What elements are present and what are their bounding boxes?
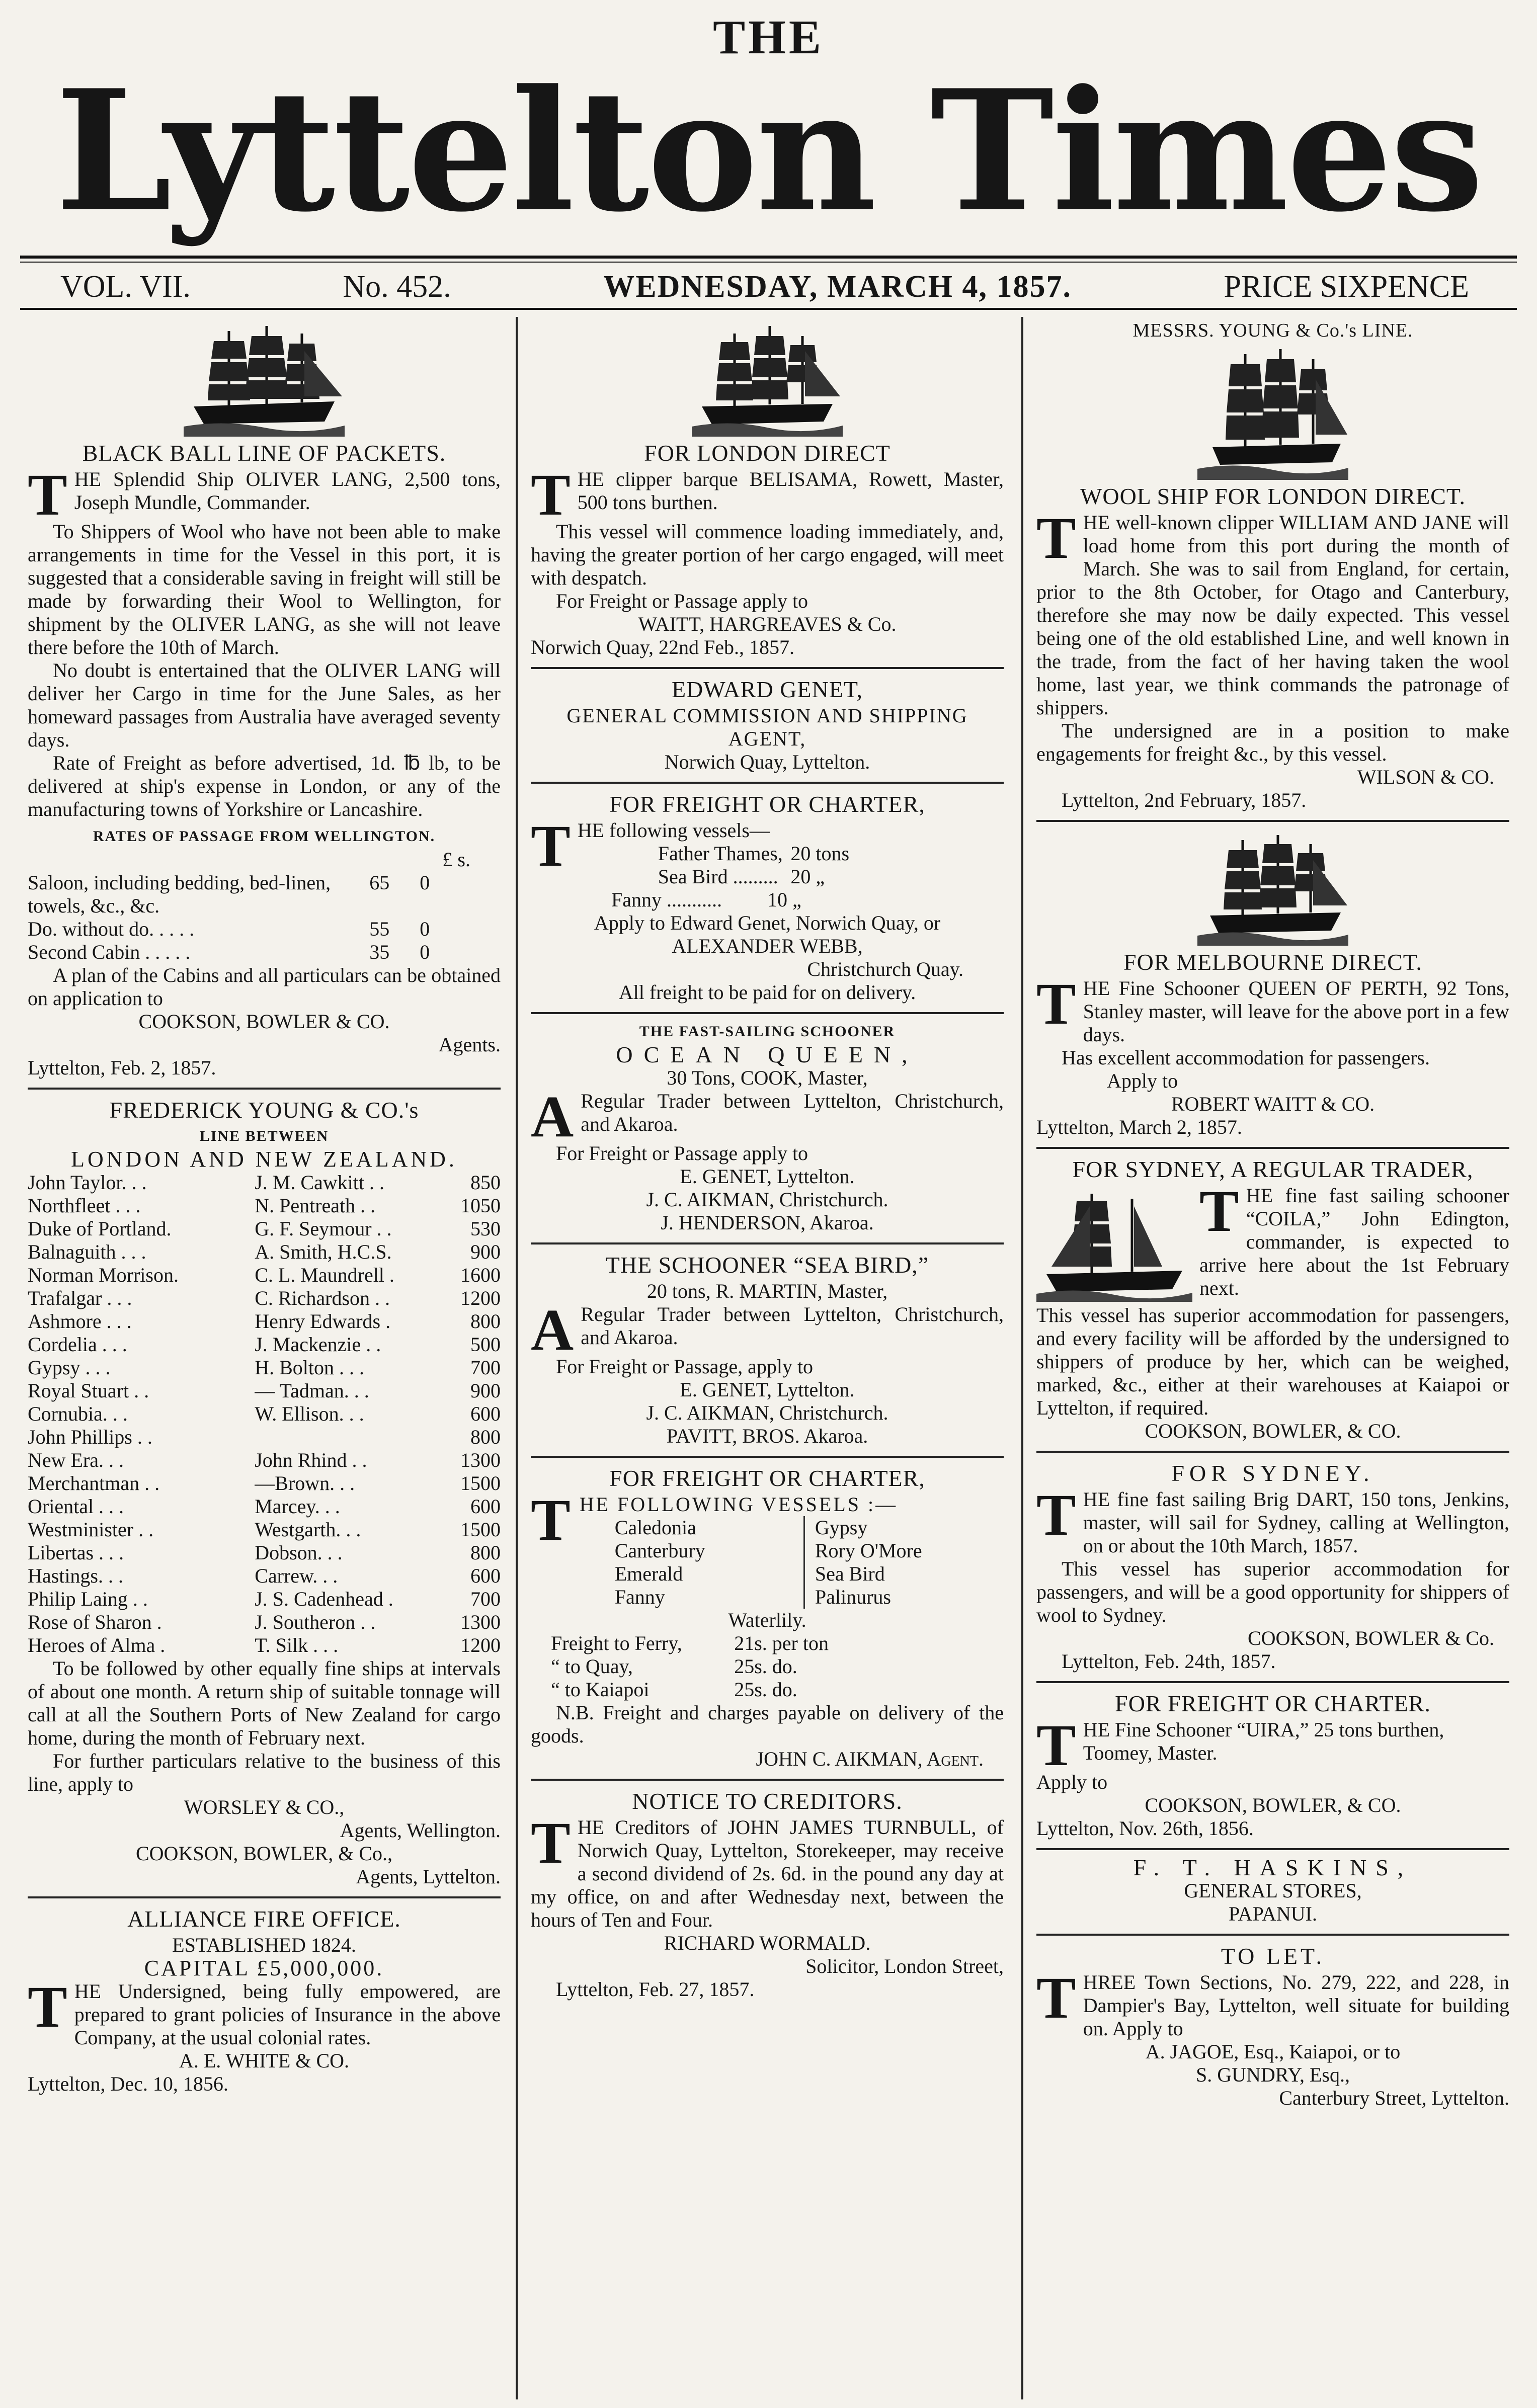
dateline: [60, 267, 1469, 307]
ad-heading: FOR FREIGHT OR CHARTER,: [609, 791, 925, 817]
ship-row: Cornubia. . . W. Ellison. . . 600: [28, 1402, 501, 1425]
column-3: [1036, 317, 1509, 2399]
ad-divider: [531, 667, 1004, 669]
ship-illustration-icon: [1197, 344, 1348, 480]
ad-heading: EDWARD GENET,: [671, 677, 863, 702]
established: ESTABLISHED 1824.: [172, 1934, 356, 1956]
ad-text: HE Undersigned, being fully empowered, are prepared to grant policies of Insurance in the above Company, at the usual colonial rates.: [74, 1980, 501, 2049]
ad-subheading: 30 Tons, COOK, Master,: [667, 1066, 868, 1089]
ad-address: Christchurch Quay.: [807, 958, 963, 980]
ad-text: For Freight or Passage apply to: [556, 590, 808, 612]
ad-frederick-young-line: [28, 1094, 501, 1892]
ad-text: All freight to be paid for on delivery.: [618, 981, 916, 1004]
rates-heading: RATES OF PASSAGE FROM WELLINGTON.: [93, 828, 436, 845]
ad-text: HE fine fast sailing Brig DART, 150 tons, Jenkins, master, will sail for Sydney, calling at Wellington, on or about the 10th March, 1857.: [1083, 1488, 1509, 1557]
ship-row: Gypsy . . . H. Bolton . . . 700: [28, 1356, 501, 1379]
drop-cap: T: [28, 462, 67, 528]
fare-row: “ to Quay, 25s. do.: [551, 1655, 797, 1678]
fare-row: “ to Kaiapoi 25s. do.: [551, 1678, 797, 1701]
ad-divider: [531, 782, 1004, 784]
vessel-name: Palinurus: [815, 1586, 891, 1608]
ad-subheading: GENERAL COMMISSION AND SHIPPING AGENT,: [567, 704, 968, 750]
ad-heading: WOOL SHIP FOR LONDON DIRECT.: [1080, 483, 1466, 509]
ad-wool-ship: [1036, 317, 1509, 816]
drop-cap: T: [1036, 505, 1076, 571]
ship-row: Heroes of Alma . T. Silk . . . 1200: [28, 1634, 501, 1656]
drop-cap: T: [1036, 1482, 1076, 1548]
ship-row: Northfleet . . . N. Pentreath . . 1050: [28, 1194, 501, 1217]
issue-number: No. 452.: [343, 269, 451, 304]
drop-cap: T: [531, 813, 571, 879]
ad-heading: FOR LONDON DIRECT: [644, 440, 891, 466]
ad-heading: FOR FREIGHT OR CHARTER.: [1115, 1691, 1431, 1716]
agent-name: WAITT, HARGREAVES & Co.: [638, 613, 897, 635]
ad-date: Lyttelton, 2nd February, 1857.: [1062, 789, 1307, 811]
schooner-illustration-icon: [1036, 1186, 1192, 1302]
ad-text: Apply to: [1036, 1771, 1108, 1793]
agent-name: COOKSON, BOWLER, & CO.: [1145, 1420, 1401, 1442]
newspaper-title: Lyttelton Times: [55, 53, 1482, 248]
ad-heading: FREDERICK YOUNG & CO.'s: [109, 1097, 419, 1123]
ship-illustration-icon: [692, 321, 843, 437]
ad-for-sydney: [1036, 1457, 1509, 1677]
drop-cap: T: [1199, 1178, 1239, 1244]
ad-text: This vessel will commence loading immediately, and, having the greater portion of her cargo engaged, will meet with despatch.: [531, 520, 1004, 589]
vessel-name: Rory O'More: [815, 1539, 922, 1562]
ad-divider: [1036, 1147, 1509, 1149]
agent-role: Agents.: [438, 1033, 501, 1056]
ad-text: N.B. Freight and charges payable on delivery of the goods.: [531, 1701, 1004, 1747]
ad-date: Lyttelton, Dec. 10, 1856.: [28, 2072, 228, 2095]
ad-subheading: LINE BETWEEN: [199, 1128, 329, 1144]
drop-cap: T: [531, 462, 571, 528]
ship-row: Cordelia . . . J. Mackenzie . . 500: [28, 1333, 501, 1356]
ad-sea-bird: [531, 1249, 1004, 1452]
agent-name: E. GENET, Lyttelton.: [680, 1165, 855, 1188]
agent-name: COOKSON, BOWLER & CO.: [138, 1010, 390, 1033]
ad-text: HE FOLLOWING VESSELS :—: [579, 1493, 898, 1516]
ad-alliance-fire-office: [28, 1902, 501, 2100]
agent-name: WILSON & CO.: [1357, 766, 1494, 788]
column-2: [531, 317, 1004, 2399]
ad-divider: [1036, 820, 1509, 822]
ad-address: Canterbury Street, Lyttelton.: [1279, 2087, 1509, 2109]
ad-text: HREE Town Sections, No. 279, 222, and 228, in Dampier's Bay, Lyttelton, well situate for building on. Apply to: [1083, 1971, 1509, 2040]
agent-name: PAVITT, BROS. Akaroa.: [666, 1425, 868, 1447]
ship-row: Balnaguith . . . A. Smith, H.C.S. 900: [28, 1240, 501, 1263]
ship-row: Oriental . . . Marcey. . . 600: [28, 1495, 501, 1518]
ad-text: For Freight or Passage, apply to: [556, 1355, 814, 1378]
ship-row: Norman Morrison. C. L. Maundrell . 1600: [28, 1264, 501, 1286]
ad-text: Has excellent accommodation for passengers.: [1062, 1046, 1430, 1069]
vessel-row: Father Thames, 20 tons: [658, 842, 850, 865]
ad-divider: [28, 1896, 501, 1898]
agent-name: J. C. AIKMAN, Christchurch.: [646, 1188, 888, 1211]
ad-date: Norwich Quay, 22nd Feb., 1857.: [531, 636, 795, 658]
masthead: [0, 0, 1537, 262]
ship-row: Trafalgar . . . C. Richardson . . 1200: [28, 1287, 501, 1309]
agent-name: JOHN C. AIKMAN, Agent.: [756, 1748, 984, 1770]
ad-text: Rate of Freight as before advertised, 1d. ℔ lb, to be delivered at ship's expense in London, or any of the manufacturing towns of Yorkshire or Lancashire.: [28, 752, 501, 820]
ad-divider: [531, 1242, 1004, 1244]
ship-row: John Taylor. . . J. M. Cawkitt . . 850: [28, 1171, 501, 1194]
ad-sydney-regular-trader: [1036, 1153, 1509, 1447]
ad-heading: OCEAN QUEEN,: [616, 1042, 919, 1067]
ad-text: For Freight or Passage apply to: [556, 1142, 808, 1165]
agent-name: WORSLEY & CO.,: [184, 1796, 345, 1818]
vessel-name: Sea Bird: [815, 1562, 885, 1585]
agent-role: Agents, Wellington.: [340, 1819, 501, 1842]
drop-cap: T: [1036, 971, 1076, 1037]
masthead-rule-thin: [20, 262, 1517, 263]
ad-freight-or-charter-2: [531, 1462, 1004, 1775]
drop-cap: T: [28, 1974, 67, 2040]
ad-date: Lyttelton, March 2, 1857.: [1036, 1116, 1242, 1138]
issue-date: WEDNESDAY, MARCH 4, 1857.: [603, 269, 1072, 304]
ship-row: Duke of Portland. G. F. Seymour . . 530: [28, 1217, 501, 1240]
ship-row: Merchantman . . —Brown. . . 1500: [28, 1472, 501, 1494]
agent-role: Agents, Lyttelton.: [356, 1865, 501, 1888]
rate-row: Second Cabin . . . . . 35 0: [28, 941, 430, 963]
ship-row: Libertas . . . Dobson. . . 800: [28, 1541, 501, 1564]
ad-text: HE Fine Schooner “UIRA,” 25 tons burthen, Toomey, Master.: [1083, 1718, 1444, 1764]
ship-row: Hastings. . . Carrew. . . 600: [28, 1564, 501, 1587]
ad-notice-to-creditors: [531, 1785, 1004, 2005]
ad-date: Lyttelton, Feb. 24th, 1857.: [1062, 1650, 1276, 1673]
ad-address: PAPANUI.: [1228, 1902, 1317, 1925]
agent-name: COOKSON, BOWLER, & Co.,: [135, 1842, 393, 1865]
ad-text: HE Fine Schooner QUEEN OF PERTH, 92 Tons, Stanley master, will leave for the above port in a few days.: [1083, 977, 1509, 1046]
ad-heading: FOR MELBOURNE DIRECT.: [1123, 949, 1422, 975]
ad-london-direct: [531, 317, 1004, 663]
drop-cap: T: [1036, 1712, 1076, 1778]
ad-ocean-queen: [531, 1018, 1004, 1238]
ad-text: A plan of the Cabins and all particulars can be obtained on application to: [28, 964, 501, 1010]
vessel-name: Emerald: [614, 1562, 683, 1585]
signatory-role: Solicitor, London Street,: [805, 1955, 1004, 1977]
agent-name: COOKSON, BOWLER & Co.: [1247, 1627, 1494, 1649]
vessel-name: Fanny: [614, 1586, 665, 1608]
vessel-list: [580, 1516, 1004, 1609]
ad-text: Apply to: [1107, 1069, 1178, 1092]
ad-date: Lyttelton, Feb. 2, 1857.: [28, 1056, 216, 1079]
ship-row: New Era. . . John Rhind . . 1300: [28, 1449, 501, 1471]
agent-name: COOKSON, BOWLER, & CO.: [1145, 1794, 1401, 1816]
ad-text: HE clipper barque BELISAMA, Rowett, Master, 500 tons burthen.: [577, 468, 1004, 514]
price: PRICE SIXPENCE: [1224, 269, 1469, 304]
ad-text: For further particulars relative to the business of this line, apply to: [28, 1750, 501, 1795]
ad-text: This vessel has superior accommodation for passengers, and will be a good opportunity for shippers of wool to Sydney.: [1036, 1557, 1509, 1626]
ad-to-let: [1036, 1940, 1509, 2114]
ad-text: HE Splendid Ship OLIVER LANG, 2,500 tons, Joseph Mundle, Commander.: [74, 468, 501, 514]
vessel-name: Gypsy: [815, 1516, 868, 1539]
ad-freight-or-charter-1: [531, 788, 1004, 1008]
masthead-rule-top: [20, 256, 1517, 259]
ad-melbourne-direct: [1036, 826, 1509, 1143]
ad-edward-genet: [531, 673, 1004, 778]
signatory: RICHARD WORMALD.: [664, 1932, 871, 1954]
agent-name: A. E. WHITE & CO.: [179, 2049, 350, 2072]
column-divider-2: [1021, 317, 1023, 2399]
ad-uira: [1036, 1687, 1509, 1844]
ad-text: HE well-known clipper WILLIAM AND JANE will load home from this port during the month of March. She was to sail from England, for certain, prior to the 8th October, for Otago and Canterbury, therefore she may now be daily expected. This vessel being one of the old established Line, and well known in the trade, from the fact of her having taken the wool home, last year, we think commands the patronage of shippers.: [1036, 511, 1509, 719]
ship-row: Rose of Sharon . J. Southeron . . 1300: [28, 1611, 501, 1633]
column-divider-1: [516, 317, 518, 2399]
ad-heading: FOR SYDNEY.: [1171, 1460, 1374, 1486]
ad-text: Regular Trader between Lyttelton, Christchurch, and Akaroa.: [581, 1090, 1004, 1135]
vessel-name: Waterlily.: [728, 1609, 806, 1631]
masthead-the: THE: [713, 10, 824, 64]
ad-text: HE following vessels—: [577, 819, 770, 842]
ad-heading: TO LET.: [1221, 1943, 1325, 1969]
ad-text: The undersigned are in a position to make engagements for freight &c., by this vessel.: [1036, 719, 1509, 765]
drop-cap: T: [531, 1487, 573, 1553]
vessel-name: Canterbury: [614, 1539, 705, 1562]
ad-text: This vessel has superior accommodation for passengers, and every facility will be afforded by the undersigned to shippers of produce by her, which can be weighed, marked, &c., either at their warehouses at Kaiapoi or Lyttelton, if required.: [1036, 1304, 1509, 1419]
ad-date: Lyttelton, Feb. 27, 1857.: [556, 1978, 755, 2001]
ad-divider: [1036, 1934, 1509, 1936]
route-heading: LONDON AND NEW ZEALAND.: [71, 1147, 457, 1172]
capital: CAPITAL £5,000,000.: [144, 1956, 384, 1980]
rate-row: Saloon, including bedding, bed-linen, towels, &c., &c. 65 0: [28, 871, 430, 917]
ad-kicker: THE FAST-SAILING SCHOONER: [639, 1023, 896, 1040]
ad-haskins: [1036, 1854, 1509, 1930]
ad-divider: [531, 1779, 1004, 1781]
ad-heading: F. T. HASKINS,: [1133, 1855, 1413, 1880]
ship-row: John Phillips . . 800: [28, 1426, 501, 1448]
agent-name: ALEXANDER WEBB,: [672, 935, 863, 957]
ship-illustration-icon: [184, 321, 345, 437]
ad-black-ball-line: [28, 317, 501, 1084]
agent-name: A. JAGOE, Esq., Kaiapoi, or to: [1145, 2040, 1401, 2063]
ad-kicker: MESSRS. YOUNG & Co.'s LINE.: [1132, 320, 1413, 341]
ad-divider: [1036, 1451, 1509, 1453]
agent-name: ROBERT WAITT & CO.: [1171, 1093, 1375, 1115]
ad-text: HE fine fast sailing schooner “COILA,” John Edington, commander, is expected to arrive here about the 1st February next.: [1199, 1184, 1509, 1299]
ad-divider: [1036, 1681, 1509, 1683]
ship-row: Royal Stuart . . — Tadman. . . 900: [28, 1379, 501, 1402]
ad-heading: FOR FREIGHT OR CHARTER,: [609, 1465, 925, 1491]
rate-row: Do. without do. . . . . 55 0: [28, 918, 430, 940]
ad-heading: FOR SYDNEY, A REGULAR TRADER,: [1072, 1156, 1474, 1182]
ad-text: No doubt is entertained that the OLIVER LANG will deliver her Cargo in time for the June Sales, as her homeward passages from Australia have averaged seventy days.: [28, 659, 501, 751]
ad-divider: [531, 1456, 1004, 1458]
ad-subheading: GENERAL STORES,: [1184, 1879, 1362, 1902]
vessel-name: Caledonia: [614, 1516, 696, 1539]
ad-divider: [28, 1088, 501, 1090]
drop-cap: T: [1036, 1965, 1076, 2031]
agent-name: J. HENDERSON, Akaroa.: [661, 1211, 874, 1234]
agent-name: S. GUNDRY, Esq.,: [1196, 2063, 1350, 2086]
ad-text: HE Creditors of JOHN JAMES TURNBULL, of Norwich Quay, Lyttelton, Storekeeper, may receive a second dividend of 2s. 6d. in the pound any day at my office, on and after Wednesday next, between the hours of Ten and Four.: [531, 1816, 1004, 1931]
rates-columns: £ s.: [442, 848, 470, 871]
ad-divider: [1036, 1848, 1509, 1850]
ad-date: Lyttelton, Nov. 26th, 1856.: [1036, 1817, 1254, 1840]
volume: VOL. VII.: [60, 269, 191, 304]
drop-cap: A: [531, 1297, 574, 1363]
vessel-row: Sea Bird ......... 20 „: [658, 865, 825, 888]
ad-text: To Shippers of Wool who have not been able to make arrangements in time for the Vessel in this port, it is suggested that a considerable saving in freight will still be made by forwarding their Wool to Wellington, for shipment by the OLIVER LANG, as she will not leave there before the 10th of March.: [28, 520, 501, 658]
column-1: [28, 317, 501, 2399]
ship-row: Philip Laing . . J. S. Cadenhead . 700: [28, 1588, 501, 1610]
ad-text: Apply to Edward Genet, Norwich Quay, or: [594, 911, 941, 934]
ad-text: To be followed by other equally fine ships at intervals of about one month. A return ship of suitable tonnage will call at all the Southern Ports of New Zealand for cargo home, during the month of February next.: [28, 1657, 501, 1749]
ship-row: Ashmore . . . Henry Edwards . 800: [28, 1310, 501, 1333]
ad-heading: BLACK BALL LINE OF PACKETS.: [82, 440, 446, 466]
dateline-rule: [20, 308, 1517, 310]
agent-name: E. GENET, Lyttelton.: [680, 1378, 855, 1401]
ad-address: Norwich Quay, Lyttelton.: [664, 751, 870, 773]
ad-divider: [531, 1012, 1004, 1014]
ship-row: Westminister . . Westgarth. . . 1500: [28, 1518, 501, 1541]
ad-heading: NOTICE TO CREDITORS.: [632, 1788, 903, 1814]
drop-cap: T: [531, 1810, 571, 1876]
vessel-row: Fanny ........... 10 „: [611, 888, 801, 911]
ad-subheading: 20 tons, R. MARTIN, Master,: [646, 1280, 888, 1302]
agent-name: J. C. AIKMAN, Christchurch.: [646, 1401, 888, 1424]
drop-cap: A: [531, 1084, 574, 1149]
ad-text: Regular Trader between Lyttelton, Christchurch, and Akaroa.: [581, 1303, 1004, 1349]
ad-heading: THE SCHOONER “SEA BIRD,”: [605, 1252, 929, 1278]
fare-row: Freight to Ferry, 21s. per ton: [551, 1632, 829, 1654]
ad-heading: ALLIANCE FIRE OFFICE.: [127, 1906, 401, 1932]
ship-illustration-icon: [1197, 830, 1348, 946]
